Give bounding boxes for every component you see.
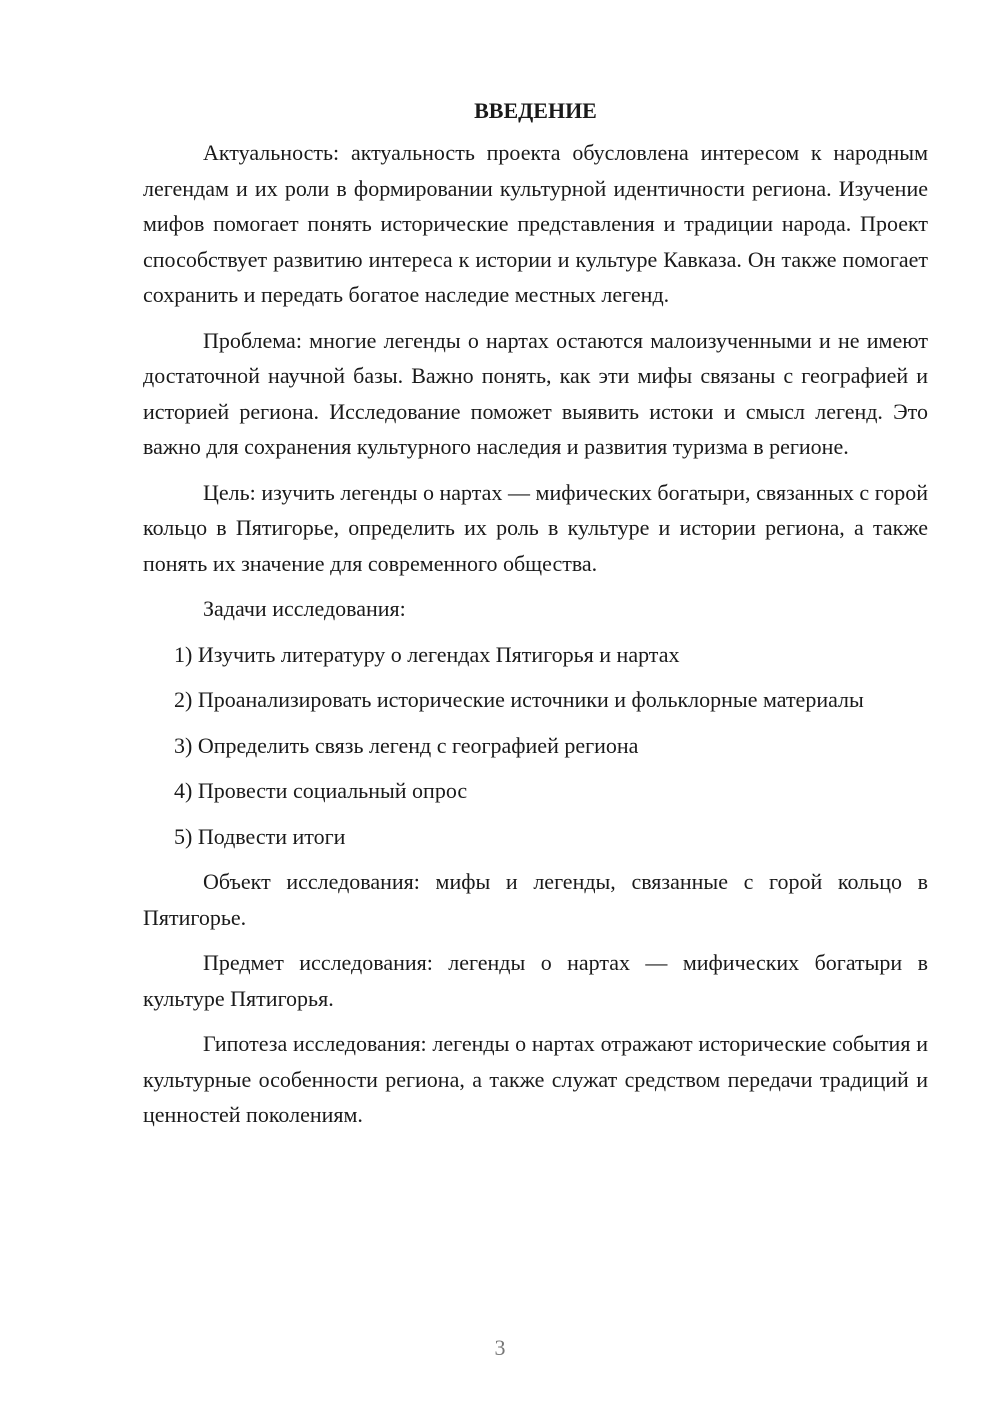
paragraph-tasks-heading: Задачи исследования: [203,596,406,621]
paragraph-problem: Проблема: многие легенды о нартах остаются малоизученными и не имеют достаточной научной базы. Важно понять, как эти мифы связаны с географией и историей региона. Исследование поможет выявить истоки и смысл легенд. Это важно для сохранения культурного наследия и развития туризма в регионе. [143,327,928,459]
task-item-1: 1) Изучить литературу о легендах Пятигорья и нартах [174,641,680,667]
paragraph-goal: Цель: изучить легенды о нартах — мифических богатыри, связанных с горой кольцо в Пятигорье, определить их роль в культуре и истории региона, а также понять их значение для современного общества. [143,479,928,576]
task-item-3: 3) Определить связь легенд с географией региона [174,732,639,758]
task-item-2: 2) Проанализировать исторические источники и фольклорные материалы [174,687,864,712]
section-title: ВВЕДЕНИЕ [474,98,597,123]
paragraph-object: Объект исследования: мифы и легенды, связанные с горой кольцо в Пятигорье. [143,869,928,930]
task-item-5: 5) Подвести итоги [174,823,346,849]
task-item-4: 4) Провести социальный опрос [174,778,468,803]
paragraph-relevance: Актуальность: актуальность проекта обусловлена интересом к народным легендам и их роли в формировании культурной идентичности региона. Изучение мифов помогает понять исторические представления и традиции народа. Проект способствует развитию интереса к истории и культуре Кавказа. Он также помогает сохранить и передать богатое наследие местных легенд. [143,140,928,307]
paragraph-subject: Предмет исследования: легенды о нартах — мифических богатыри в культуре Пятигорья. [143,950,928,1011]
paragraph-hypothesis: Гипотеза исследования: легенды о нартах отражают исторические события и культурные особенности региона, а также служат средством передачи традиций и ценностей поколениям. [143,1031,928,1127]
page-content [143,95,928,1143]
page-number: 3 [494,1335,506,1360]
